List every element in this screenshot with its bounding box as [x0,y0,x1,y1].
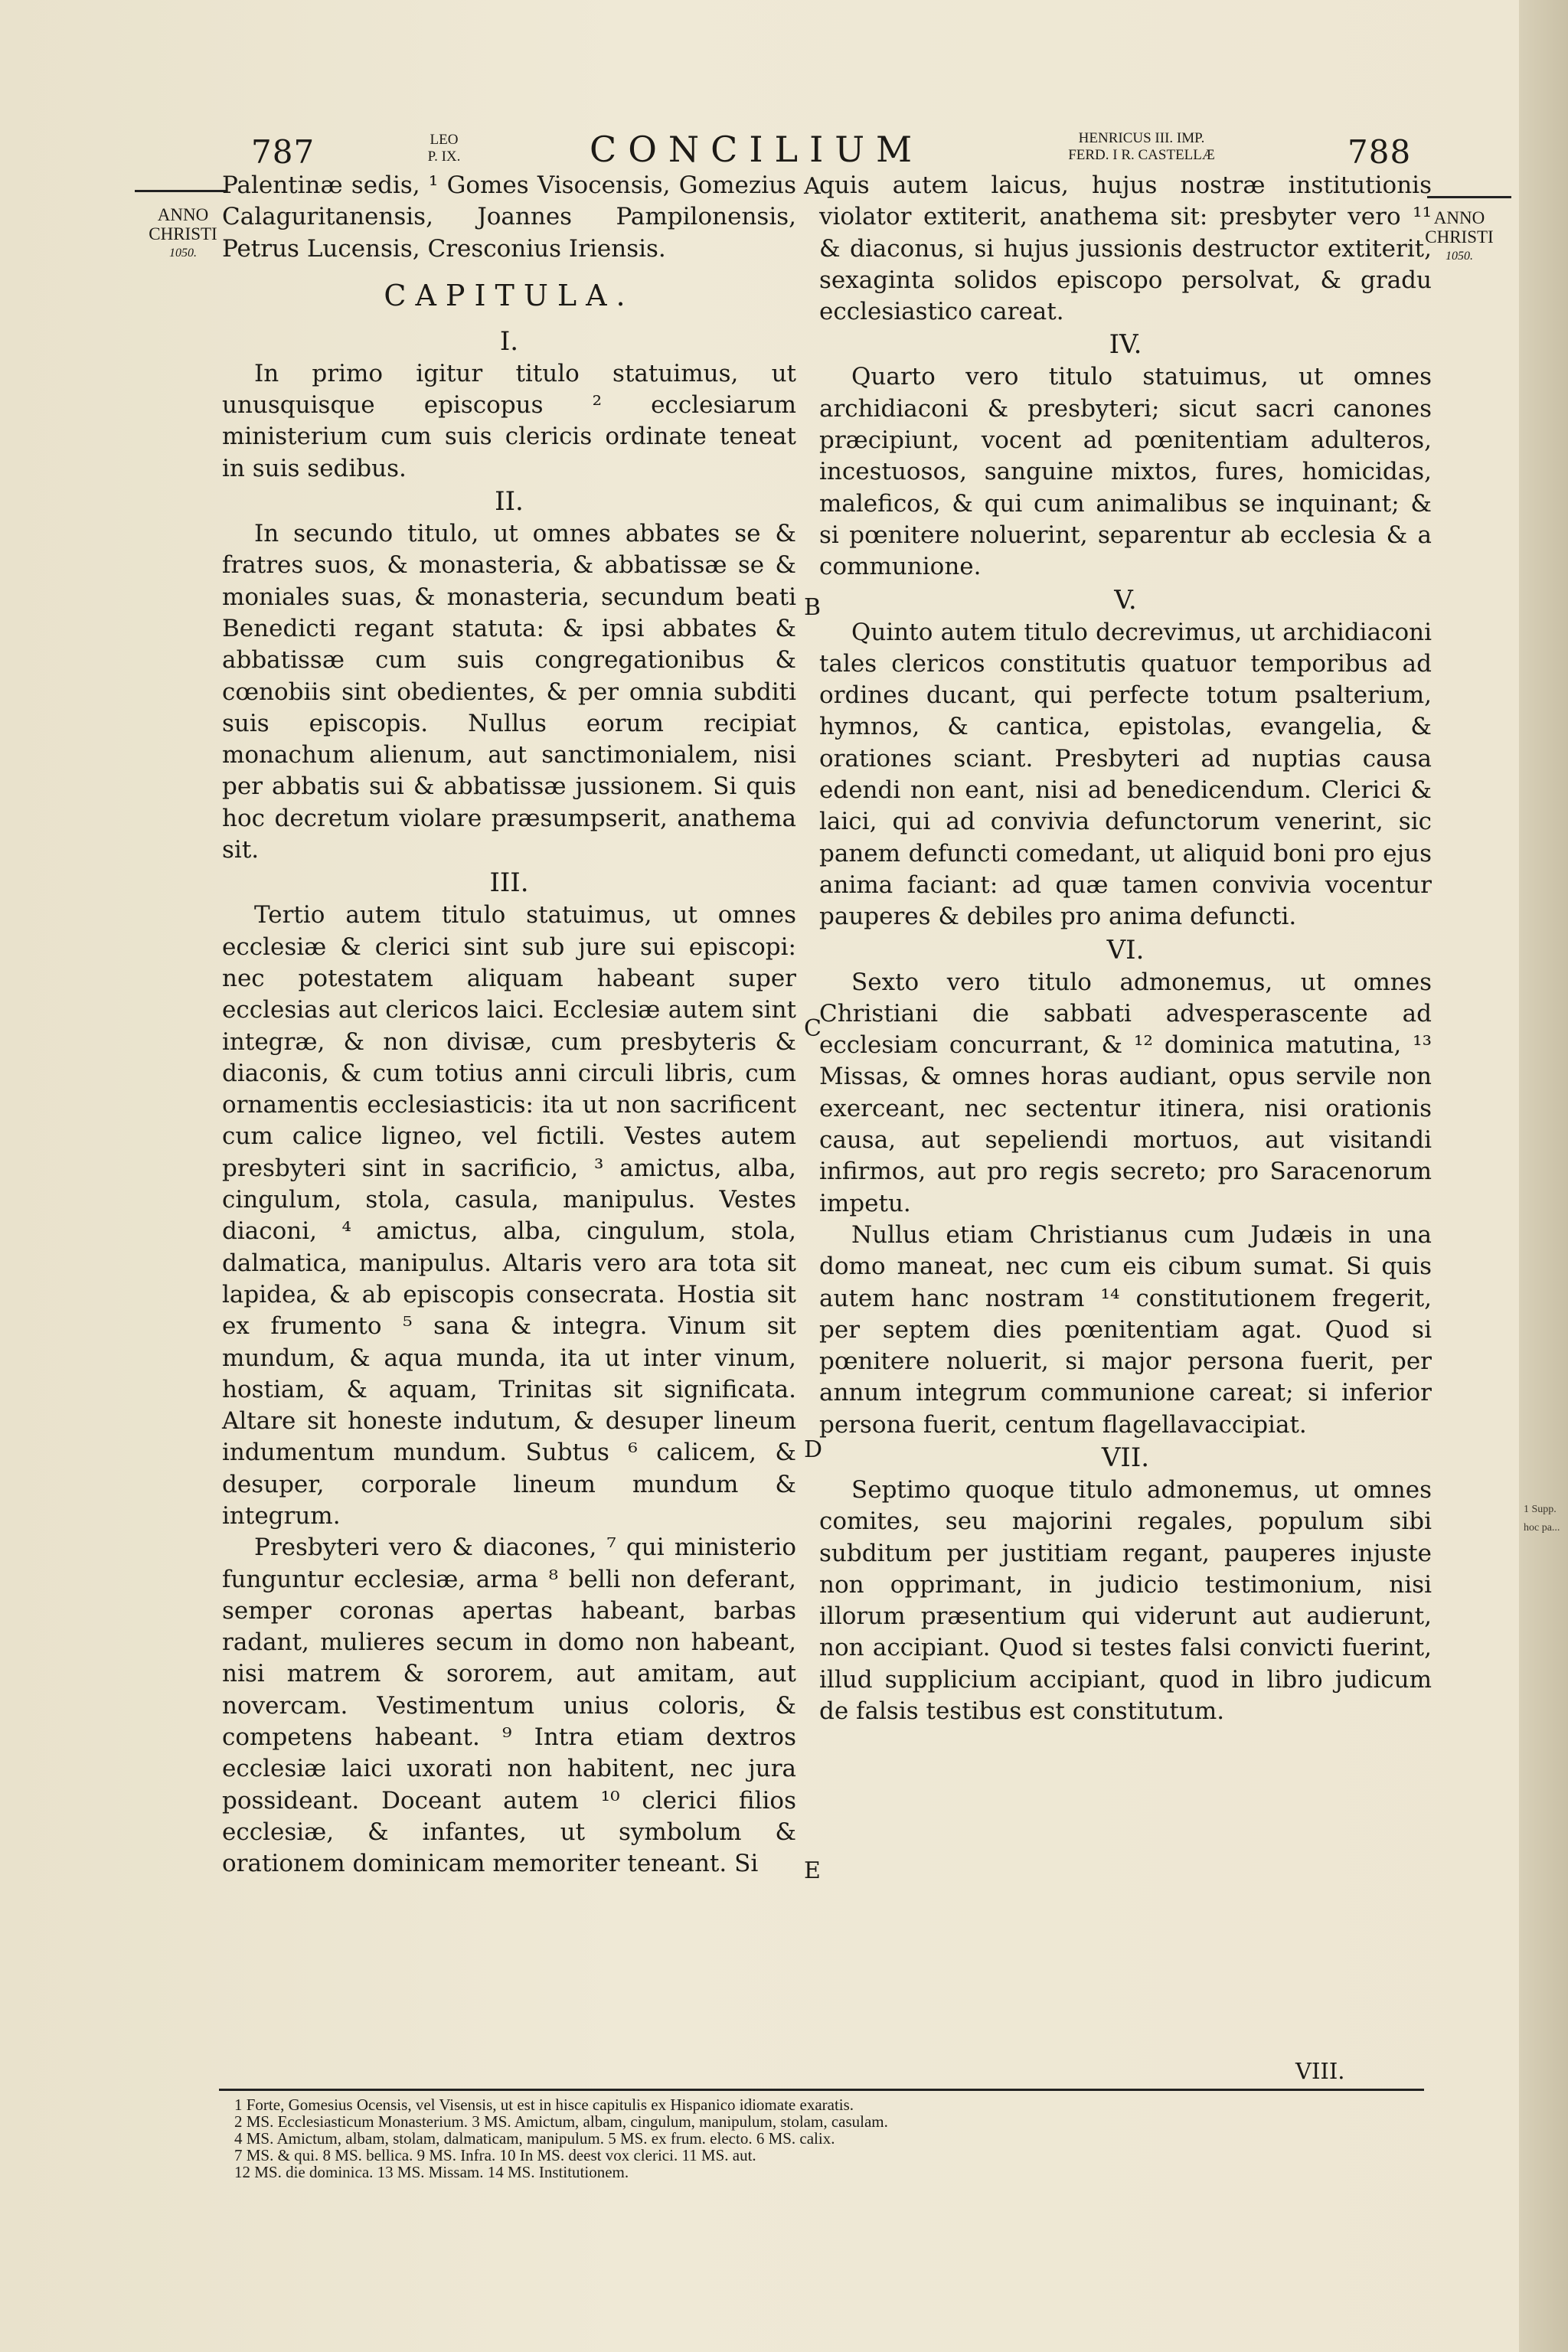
footnote-line: 4 MS. Amictum, albam, stolam, dalmaticam, manipulum. 5 MS. ex frum. electo. 6 MS. calix. [234,2129,835,2148]
chapter-text: Quarto vero titulo statuimus, ut omnes archidiaconi & presbyteri; sicut sacri canones præcipiunt, vocent ad pœnitentiam adulteros, incestuosos, sanguine mixtos, fures, homicidas, maleficos, & qui cum animalibus se inquinant; & si pœnitere noluerint, separentur ab ecclesia & a communione. [819,363,1432,581]
margin-letter-b: B [804,594,822,621]
page-number-left: 787 [251,133,315,171]
chapter-text: Tertio autem titulo statuimus, ut omnes ecclesiæ & clerici sint sub jure sui episcopi: nec potestatem aliquam habeant super ecclesias aut clericos laici. Ecclesiæ autem sint integræ, & non divisæ, cum presbyteris & diaconis, & cum totius anni circuli libris, cum ornamentis ecclesiasticis: ita ut non sacrificent cum calice ligneo, vel fictili. Vestes autem presbyteri sint in sacrificio, ³ amictus, alba, cingulum, stola, casula, manipulus. Vestes diaconi, ⁴ amictus, alba, cingulum, stola, dalmatica, manipulus. Altaris vero ara tota sit lapidea, & ab episcopis consecrata. Hostia sit ex frumento ⁵ sana & integra. Vinum sit mundum, & aqua munda, ita ut inter vinum, hostiam, & aquam, Trinitas sit significata. Altare sit honeste indutum, & desuper lineum indumentum mundum. Subtus ⁶ calicem, & desuper, corporale lineum mundum & integrum. [222,901,796,1530]
chapter-text: Quinto autem titulo decrevimus, ut archidiaconi tales clericos constitutis quatuor temporibus ad ordines ducant, qui perfecte totum psalterium, hymnos, & cantica, epistolas, evangelia, & orationes sciant. Presbyteri ad nuptias causa edendi non eant, nisi ad benedicendum. Clerici & laici, qui ad convivia defunctorum venerint, sic panem defuncti comedant, ut aliquid boni pro ejus anima faciant: ad quæ tamen convivia vocentur pauperes & debiles pro anima defuncti. [819,618,1432,931]
footnote-line: 1 Forte, Gomesius Ocensis, vel Visensis, ut est in hisce capitulis ex Hispanico idiomate exaratis. [234,2096,854,2114]
chapter-text: Presbyteri vero & diacones, ⁷ qui ministerio funguntur ecclesiæ, arma ⁸ belli non deferant, semper coronas apertas habeant, barbas radant, mulieres secum in domo non habeant, nisi matrem & sororem, aut amitam, aut novercam. Vestimentum unius coloris, & competens habeant. ⁹ Intra etiam dextros ecclesiæ laici uxorati non habitent, nec jura possideant. Doceant autem ¹⁰ clerici filios ecclesiæ, & infantes, ut symbolum & orationem dominicam memoriter teneant. Si [222,1534,796,1878]
page-number-right: 788 [1348,133,1412,171]
margin-letter-c: C [804,1015,822,1042]
chapter-text: Sexto vero titulo admonemus, ut omnes Christiani die sabbati advesperascente ad ecclesiam concurrant, & ¹² dominica matutina, ¹³ Missas, & omnes horas audiant, opus servile non exerceant, nec sectentur itinera, nisi orationis causa, aut sepeliendi mortuos, aut visitandi infirmos, aut pro regis secreto; pro Saracenorum impetu. [819,968,1432,1217]
catchword: VIII. [1295,2058,1345,2084]
anno-christi-left: ANNO CHRISTI 1050. [149,205,217,260]
footnote-line: 2 MS. Ecclesiasticum Monasterium. 3 MS. Amictum, albam, cingulum, manipulum, stolam, casulam. [234,2112,888,2131]
continued-text: quis autem laicus, hujus nostræ institutionis violator extiterit, anathema sit: presbyter vero ¹¹ & diaconus, si hujus jussionis destructor extiterit, sexaginta solidos episcopo persolvat, & gradu ecclesiastico careat. [819,172,1432,326]
margin-letter-e: E [804,1857,821,1884]
margin-letter-d: D [804,1436,823,1463]
edge-note: 1 Supp. hoc pa... [1524,1504,1560,1534]
chapter-heading: IV. [1109,329,1142,361]
chapter-text: In secundo titulo, ut omnes abbates se & fratres suos, & monasteria, & abbatissæ se & moniales suas, & monasteria, secundum beati Benedicti regant statuta: & ipsi abbates & abbatissæ cum suis congregationibus & cœnobiis sint obedientes, & per omnia subditi suis episcopis. Nullus eorum recipiat monachum alienum, aut sanctimonialem, nisi per abbatis sui & abbatissæ jussionem. Si quis hoc decretum violare præsumpserit, anathema sit. [222,520,796,864]
chapter-heading: II. [495,486,524,518]
intro-text: Palentinæ sedis, ¹ Gomes Visocensis, Gomezius Calaguritanensis, Joannes Pampilonensis, Petrus Lucensis, Cresconius Iriensis. [222,172,796,263]
chapter-heading: V. [1114,584,1137,616]
chapter-text: Septimo quoque titulo admonemus, ut omnes comites, seu majorini regales, populum sibi subditum per justitiam regant, pauperes injuste non opprimant, in judicio testimonium, nisi illorum præsentium qui viderunt aut audierunt, non accipiant. Quod si testes falsi convicti fuerint, illud supplicium accipiant, quod in libro judicum de falsis testibus est constitutum. [819,1475,1432,1726]
running-header [0,129,1568,175]
chapter-heading: I. [499,325,519,357]
section-title: CAPITULA. [384,278,635,312]
adjacent-page-edge [1519,0,1568,2352]
footnote-line: 7 MS. & qui. 8 MS. bellica. 9 MS. Infra. 10 In MS. deest vox clerici. 11 MS. aut. [234,2146,756,2164]
chapter-text: In primo igitur titulo statuimus, ut unusquisque episcopus ² ecclesiarum ministerium cum suis clericis ordinate teneat in suis sedibus. [222,359,796,482]
header-pope: LEO P. IX. [427,132,461,165]
header-title: CONCILIUM [590,129,924,170]
margin-rule-right [1427,196,1511,198]
chapter-heading: III. [489,867,529,899]
chapter-heading: VI. [1106,934,1145,965]
footnotes [234,2096,1429,2180]
right-column [819,170,1432,1727]
chapter-heading: VII. [1101,1442,1150,1473]
footnote-line: 12 MS. die dominica. 13 MS. Missam. 14 MS. Institutionem. [234,2163,629,2181]
left-column [222,170,796,1880]
header-emperor: HENRICUS III. IMP. FERD. I R. CASTELLÆ [1068,130,1215,163]
footnote-rule [219,2089,1424,2091]
chapter-text: Nullus etiam Christianus cum Judæis in una domo maneat, nec cum eis cibum sumat. Si quis autem hanc nostram ¹⁴ constitutionem fregerit, per septem dies pœnitentiam agat. Quod si pœnitere noluerit, si major persona fuerit, per annum integrum communione careat; si inferior persona fuerit, centum flagellavaccipiat. [819,1220,1432,1439]
margin-rule-left [135,190,227,192]
anno-christi-right: ANNO CHRISTI 1050. [1425,208,1494,263]
margin-letter-a: A [804,173,821,200]
